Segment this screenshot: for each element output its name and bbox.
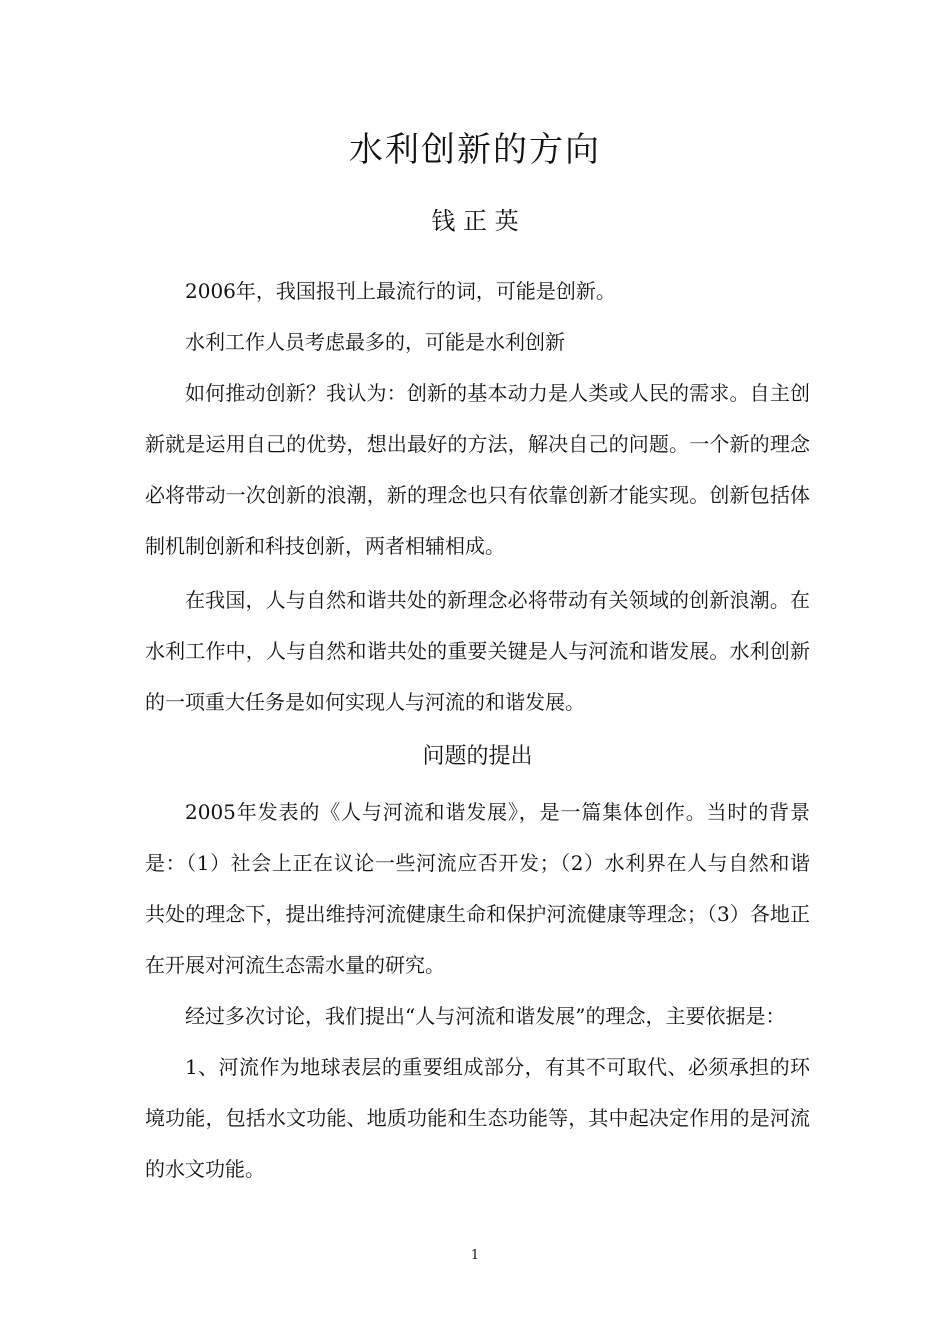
author-name: 钱 正 英	[431, 207, 519, 235]
paragraph: 1、河流作为地球表层的重要组成部分，有其不可取代、必须承担的环境功能，包括水文功能、地质功能和生态功能等，其中起决定作用的是河流的水文功能。	[145, 1055, 810, 1181]
paragraph: 经过多次讨论，我们提出“人与河流和谐发展”的理念，主要依据是：	[185, 1004, 786, 1028]
paragraph: 2006年，我国报刊上最流行的词，可能是创新。	[185, 279, 616, 303]
paragraph: 水利工作人员考虑最多的，可能是水利创新	[185, 330, 565, 354]
paragraph: 在我国，人与自然和谐共处的新理念必将带动有关领域的创新浪潮。在水利工作中，人与自然和谐共处的重要关键是人与河流和谐发展。水利创新的一项重大任务是如何实现人与河流的和谐发展。	[145, 588, 810, 714]
paragraph: 如何推动创新？我认为：创新的基本动力是人类或人民的需求。自主创新就是运用自己的优势，想出最好的方法，解决自己的问题。一个新的理念必将带动一次创新的浪潮，新的理念也只有依靠创新才能实现。创新包括体制机制创新和科技创新，两者相辅相成。	[145, 381, 810, 558]
paragraph: 2005年发表的《人与河流和谐发展》，是一篇集体创作。当时的背景是：（1）社会上正在议论一些河流应否开发；（2）水利界在人与自然和谐共处的理念下，提出维持河流健康生命和保护河流健康等理念；（3）各地正在开展对河流生态需水量的研究。	[145, 800, 810, 977]
section-heading: 问题的提出	[422, 744, 533, 769]
page-number: 1	[470, 1248, 480, 1263]
document-title: 水利创新的方向	[349, 130, 601, 170]
document-body	[145, 266, 810, 1195]
